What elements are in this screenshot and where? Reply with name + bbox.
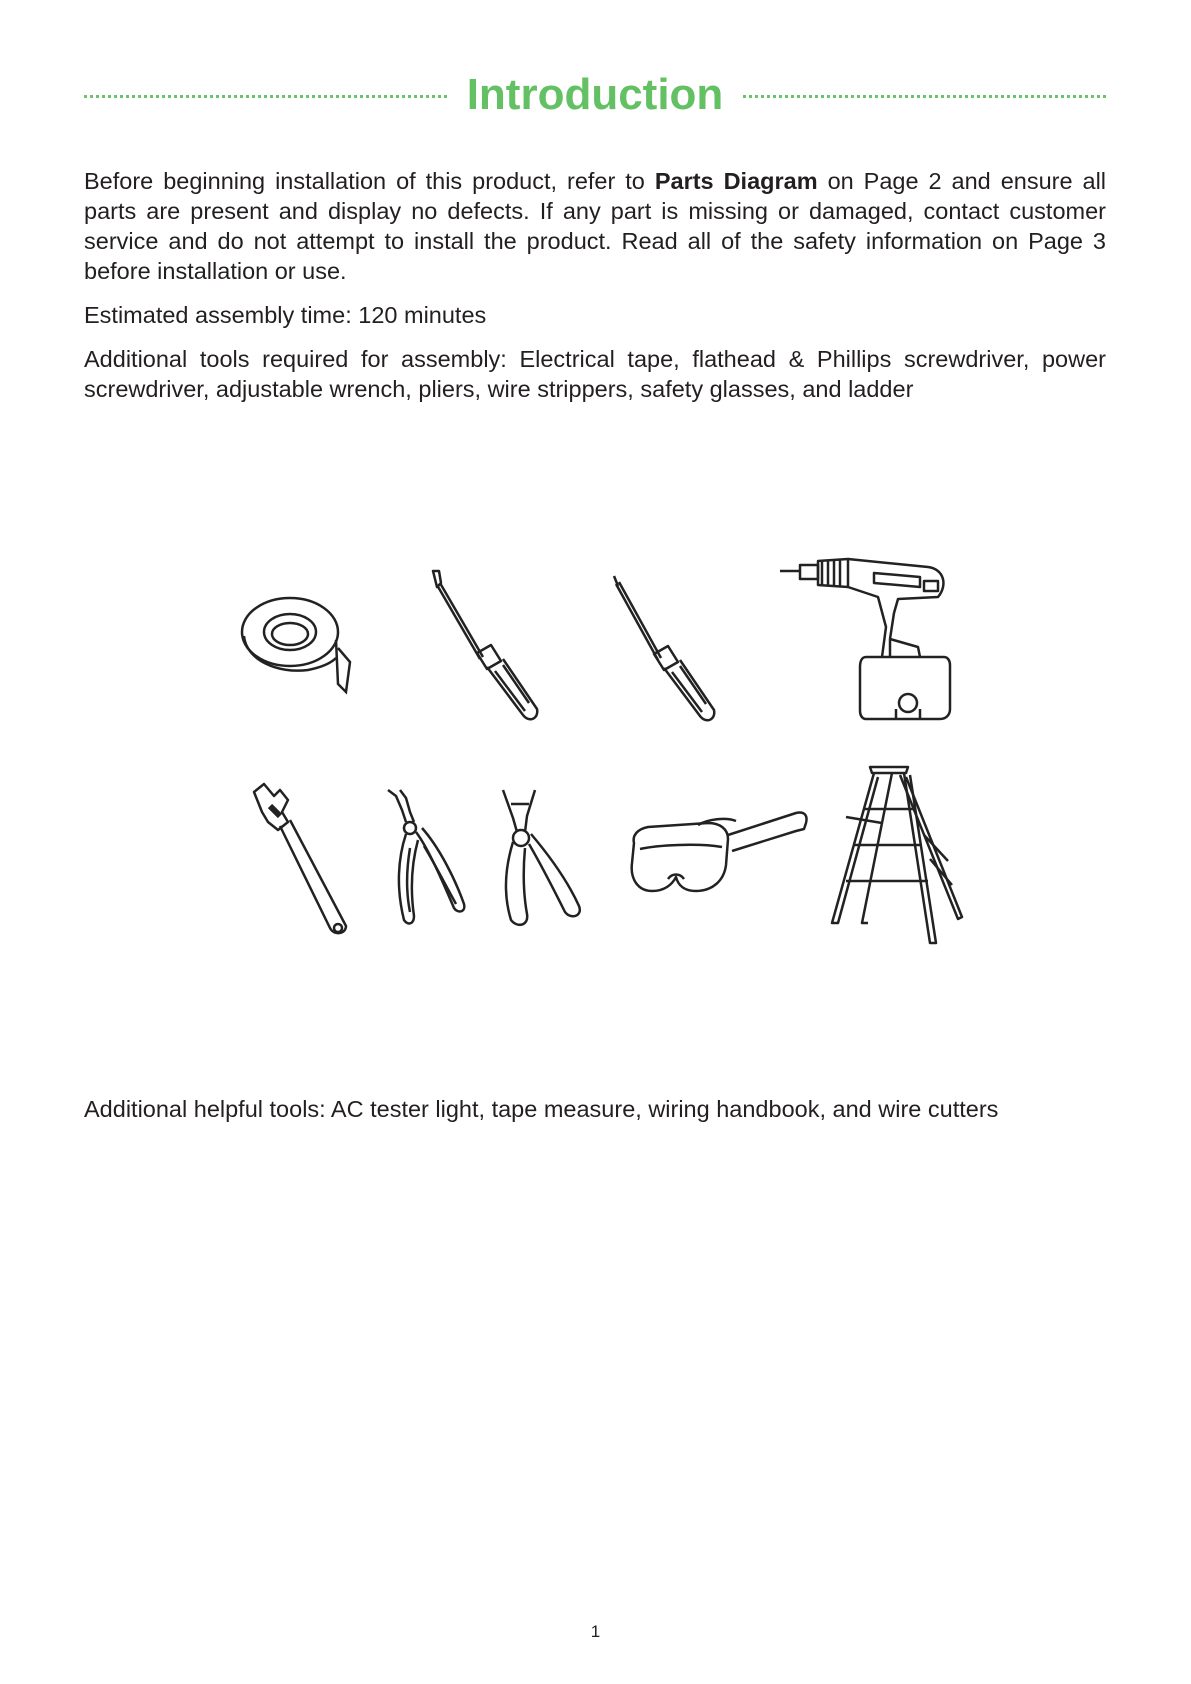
adjustable-wrench-icon bbox=[250, 782, 360, 942]
wire-strippers-icon bbox=[495, 788, 595, 928]
page-number: 1 bbox=[590, 1622, 601, 1641]
safety-glasses-icon bbox=[628, 805, 818, 905]
pliers-icon bbox=[384, 788, 474, 928]
power-drill-icon bbox=[778, 557, 968, 727]
tools-required: Additional tools required for assembly: Electrical tape, flathead & Phillips screwdriver, power screwdriver, adjustable wrench, pliers, wire strippers, safety glasses, and ladder bbox=[84, 346, 1106, 402]
flathead-screwdriver-icon bbox=[425, 567, 545, 727]
intro-text-after: on Page 2 and ensure all parts are present and display no defects. If any part is missing or damaged, contact customer service and do not attempt to install the product. Read all of the safety information on Page 3 before installation or use. bbox=[84, 168, 1107, 284]
intro-text-before: Before beginning installation of this product, refer to bbox=[84, 168, 655, 194]
assembly-time: Estimated assembly time: 120 minutes bbox=[84, 302, 487, 328]
helpful-tools: Additional helpful tools: AC tester light, tape measure, wiring handbook, and wire cutters bbox=[84, 1096, 999, 1122]
parts-diagram-reference: Parts Diagram bbox=[654, 168, 818, 194]
page-title: Introduction bbox=[466, 70, 724, 119]
electrical-tape-icon bbox=[238, 590, 358, 700]
phillips-screwdriver-icon bbox=[606, 574, 726, 729]
ladder-icon bbox=[830, 765, 970, 945]
